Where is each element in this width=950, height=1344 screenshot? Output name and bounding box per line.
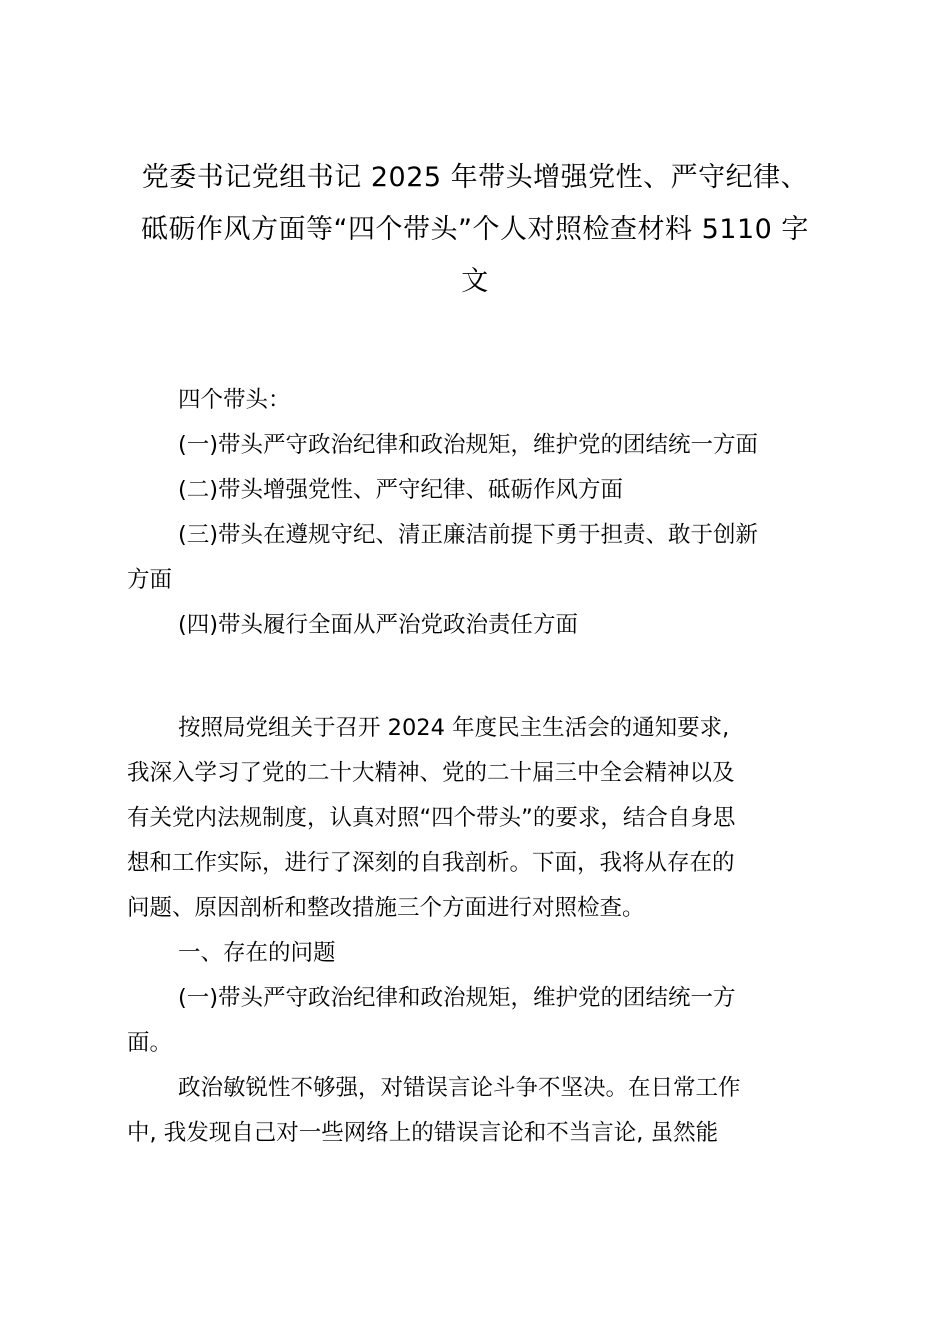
title-line-3: 文 [461,266,489,297]
title-line-1: 党委书记党组书记 2025 年带头增强党性、严守纪律、 [141,162,809,193]
section-heading-problems: 一、存在的问题 [178,940,336,966]
body-line: 按照局党组关于召开 2024 年度民主生活会的通知要求, [178,715,730,741]
body-section [127,706,822,1156]
document-title [125,152,825,308]
subsection-heading-continuation: 面。 [127,1030,173,1056]
subsection-heading: (一)带头严守政治纪律和政治规矩，维护党的团结统一方 [178,985,736,1011]
section-heading: 四个带头： [178,387,291,413]
list-item-continuation: 方面 [127,567,173,593]
list-item: (二)带头增强党性、严守纪律、砥砺作风方面 [178,477,624,503]
title-line-2: 砥砺作风方面等“四个带头”个人对照检查材料 5110 字 [141,214,809,245]
body-line: 我深入学习了党的二十大精神、党的二十届三中全会精神以及 [127,760,735,786]
body-line: 问题、原因剖析和整改措施三个方面进行对照检查。 [127,895,645,921]
body-line: 政治敏锐性不够强，对错误言论斗争不坚决。在日常工作 [178,1075,741,1101]
body-line: 想和工作实际，进行了深刻的自我剖析。下面，我将从存在的 [127,850,735,876]
list-item: (四)带头履行全面从严治党政治责任方面 [178,612,579,638]
list-item: (三)带头在遵规守纪、清正廉洁前提下勇于担责、敢于创新 [178,522,759,548]
body-line: 有关党内法规制度，认真对照“四个带头”的要求，结合自身思 [127,805,736,831]
four-leads-section [127,378,822,648]
body-line: 中, 我发现自己对一些网络上的错误言论和不当言论, 虽然能 [127,1120,719,1146]
list-item: (一)带头严守政治纪律和政治规矩，维护党的团结统一方面 [178,432,759,458]
